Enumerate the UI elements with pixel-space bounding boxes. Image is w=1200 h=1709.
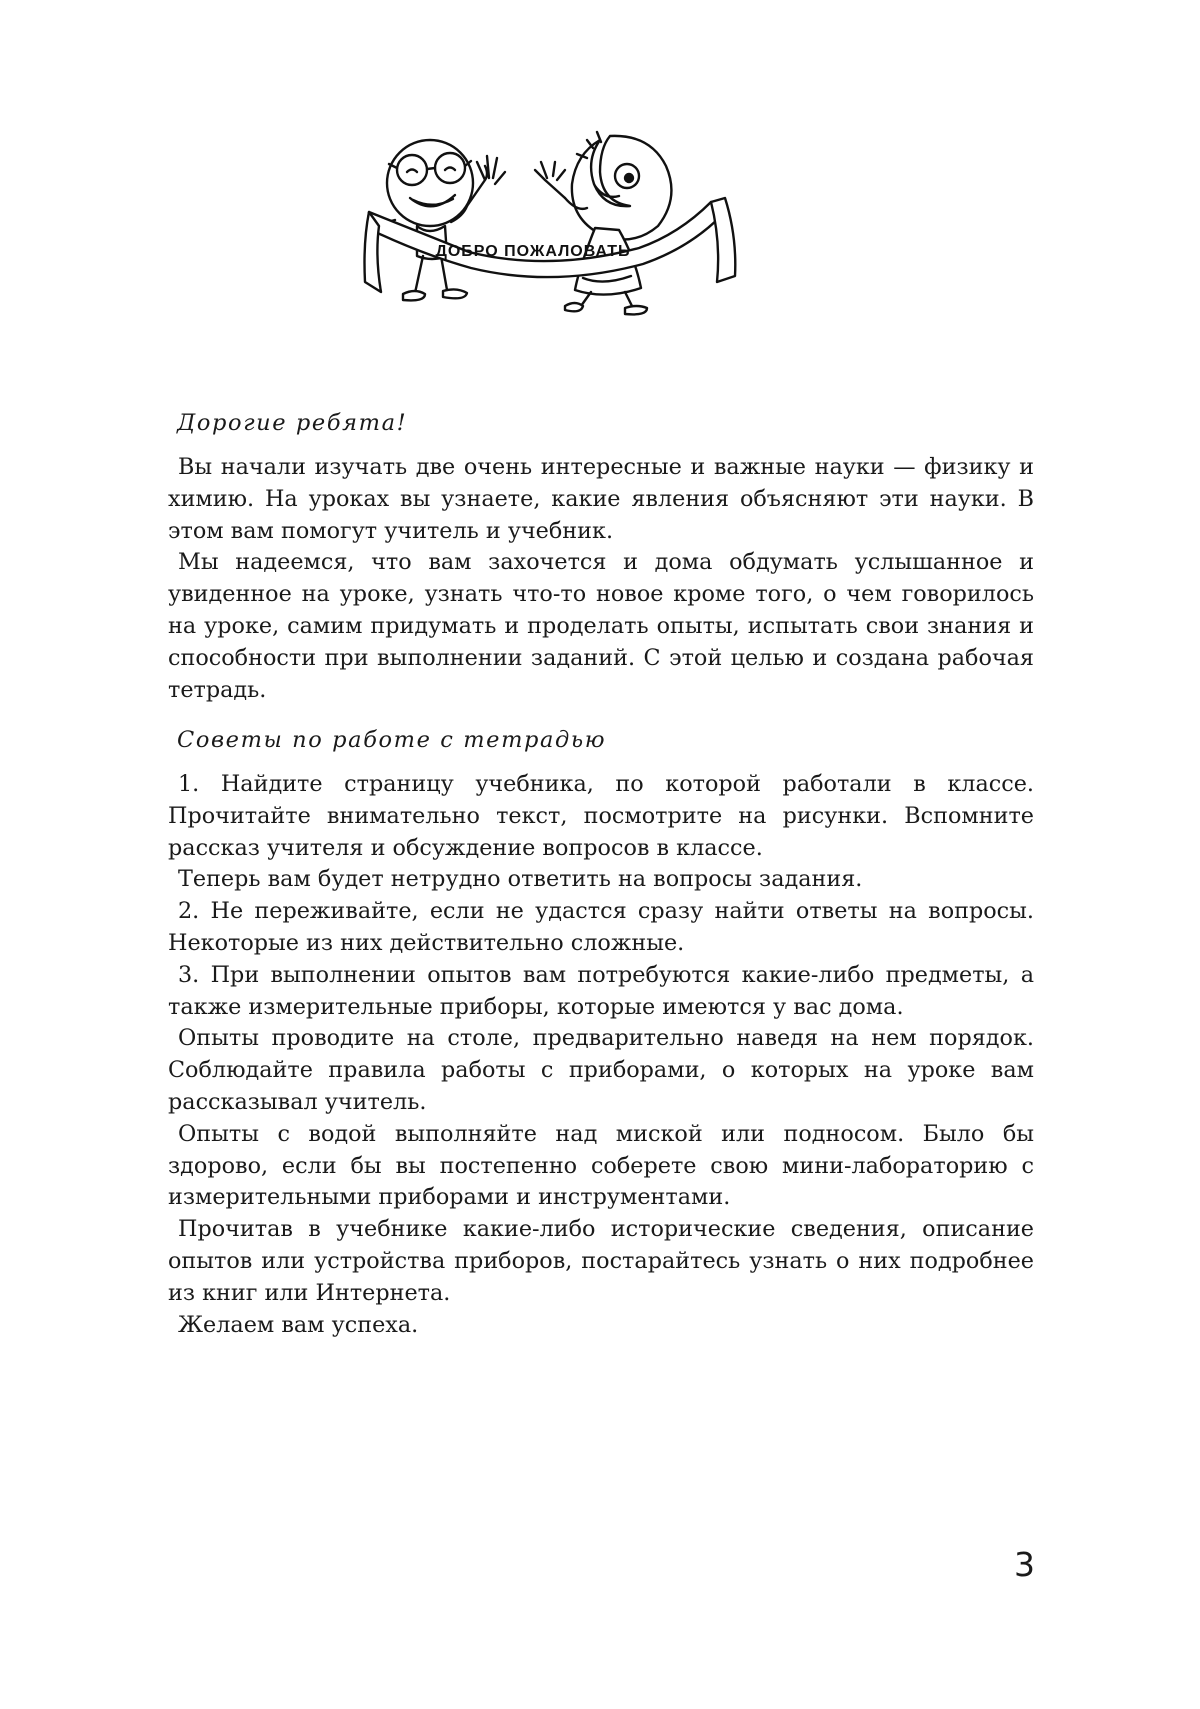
tips-text (168, 769, 1034, 1341)
glasses-character (373, 140, 505, 300)
paragraph: Вы начали изучать две очень интересные и важные науки — физику и химию. На уроках вы узнаете, какие явления объясняют эти науки. В этом вам помогут учитель и учебник. (168, 454, 1034, 544)
paragraph: Опыты с водой выполняйте над миской или подносом. Было бы здорово, если бы вы постепенно соберете свою мини-лабораторию с измерительными приборами и инструментами. (168, 1120, 1034, 1211)
page-number: 3 (1014, 1545, 1035, 1584)
paragraph: 3. При выполнении опытов вам потребуются какие-либо предметы, а также измерительные приборы, которые имеются у вас дома. (168, 961, 1034, 1020)
greeting-heading: Дорогие ребята! (177, 410, 408, 436)
tips-heading: Советы по работе с тетрадью (177, 727, 607, 753)
paragraph: 1. Найдите страницу учебника, по которой работали в классе. Прочитайте внимательно текст, посмотрите на рисунки. Вспомните рассказ учителя и обсуждение вопросов в классе. (168, 771, 1034, 861)
paragraph: Теперь вам будет нетрудно ответить на вопросы задания. (178, 866, 863, 893)
paragraph: Прочитав в учебнике какие-либо исторические сведения, описание опытов или устройства приборов, постарайтесь узнать о них подробнее из книг или Интернета. (168, 1216, 1034, 1306)
paragraph: Опыты проводите на столе, предварительно наведя на нем порядок. Соблюдайте правила работы с приборами, о которых на уроке вам рассказывал учитель. (168, 1025, 1034, 1115)
banner-text: ДОБРО ПОЖАЛОВАТЬ (435, 243, 631, 260)
moon-character (535, 132, 671, 314)
paragraph: 2. Не переживайте, если не удастся сразу найти ответы на вопросы. Некоторые из них действительно сложные. (168, 898, 1034, 956)
paragraph: Мы надеемся, что вам захочется и дома обдумать услышанное и увиденное на уроке, узнать что-то новое кроме того, о чем говорилось на уроке, самим придумать и проделать опыты, испытать свои знания и способности при выполнении заданий. С этой целью и создана рабочая тетрадь. (168, 549, 1034, 703)
intro-text (168, 452, 1034, 706)
paragraph: Желаем вам успеха. (178, 1311, 419, 1338)
welcome-illustration (355, 128, 745, 333)
